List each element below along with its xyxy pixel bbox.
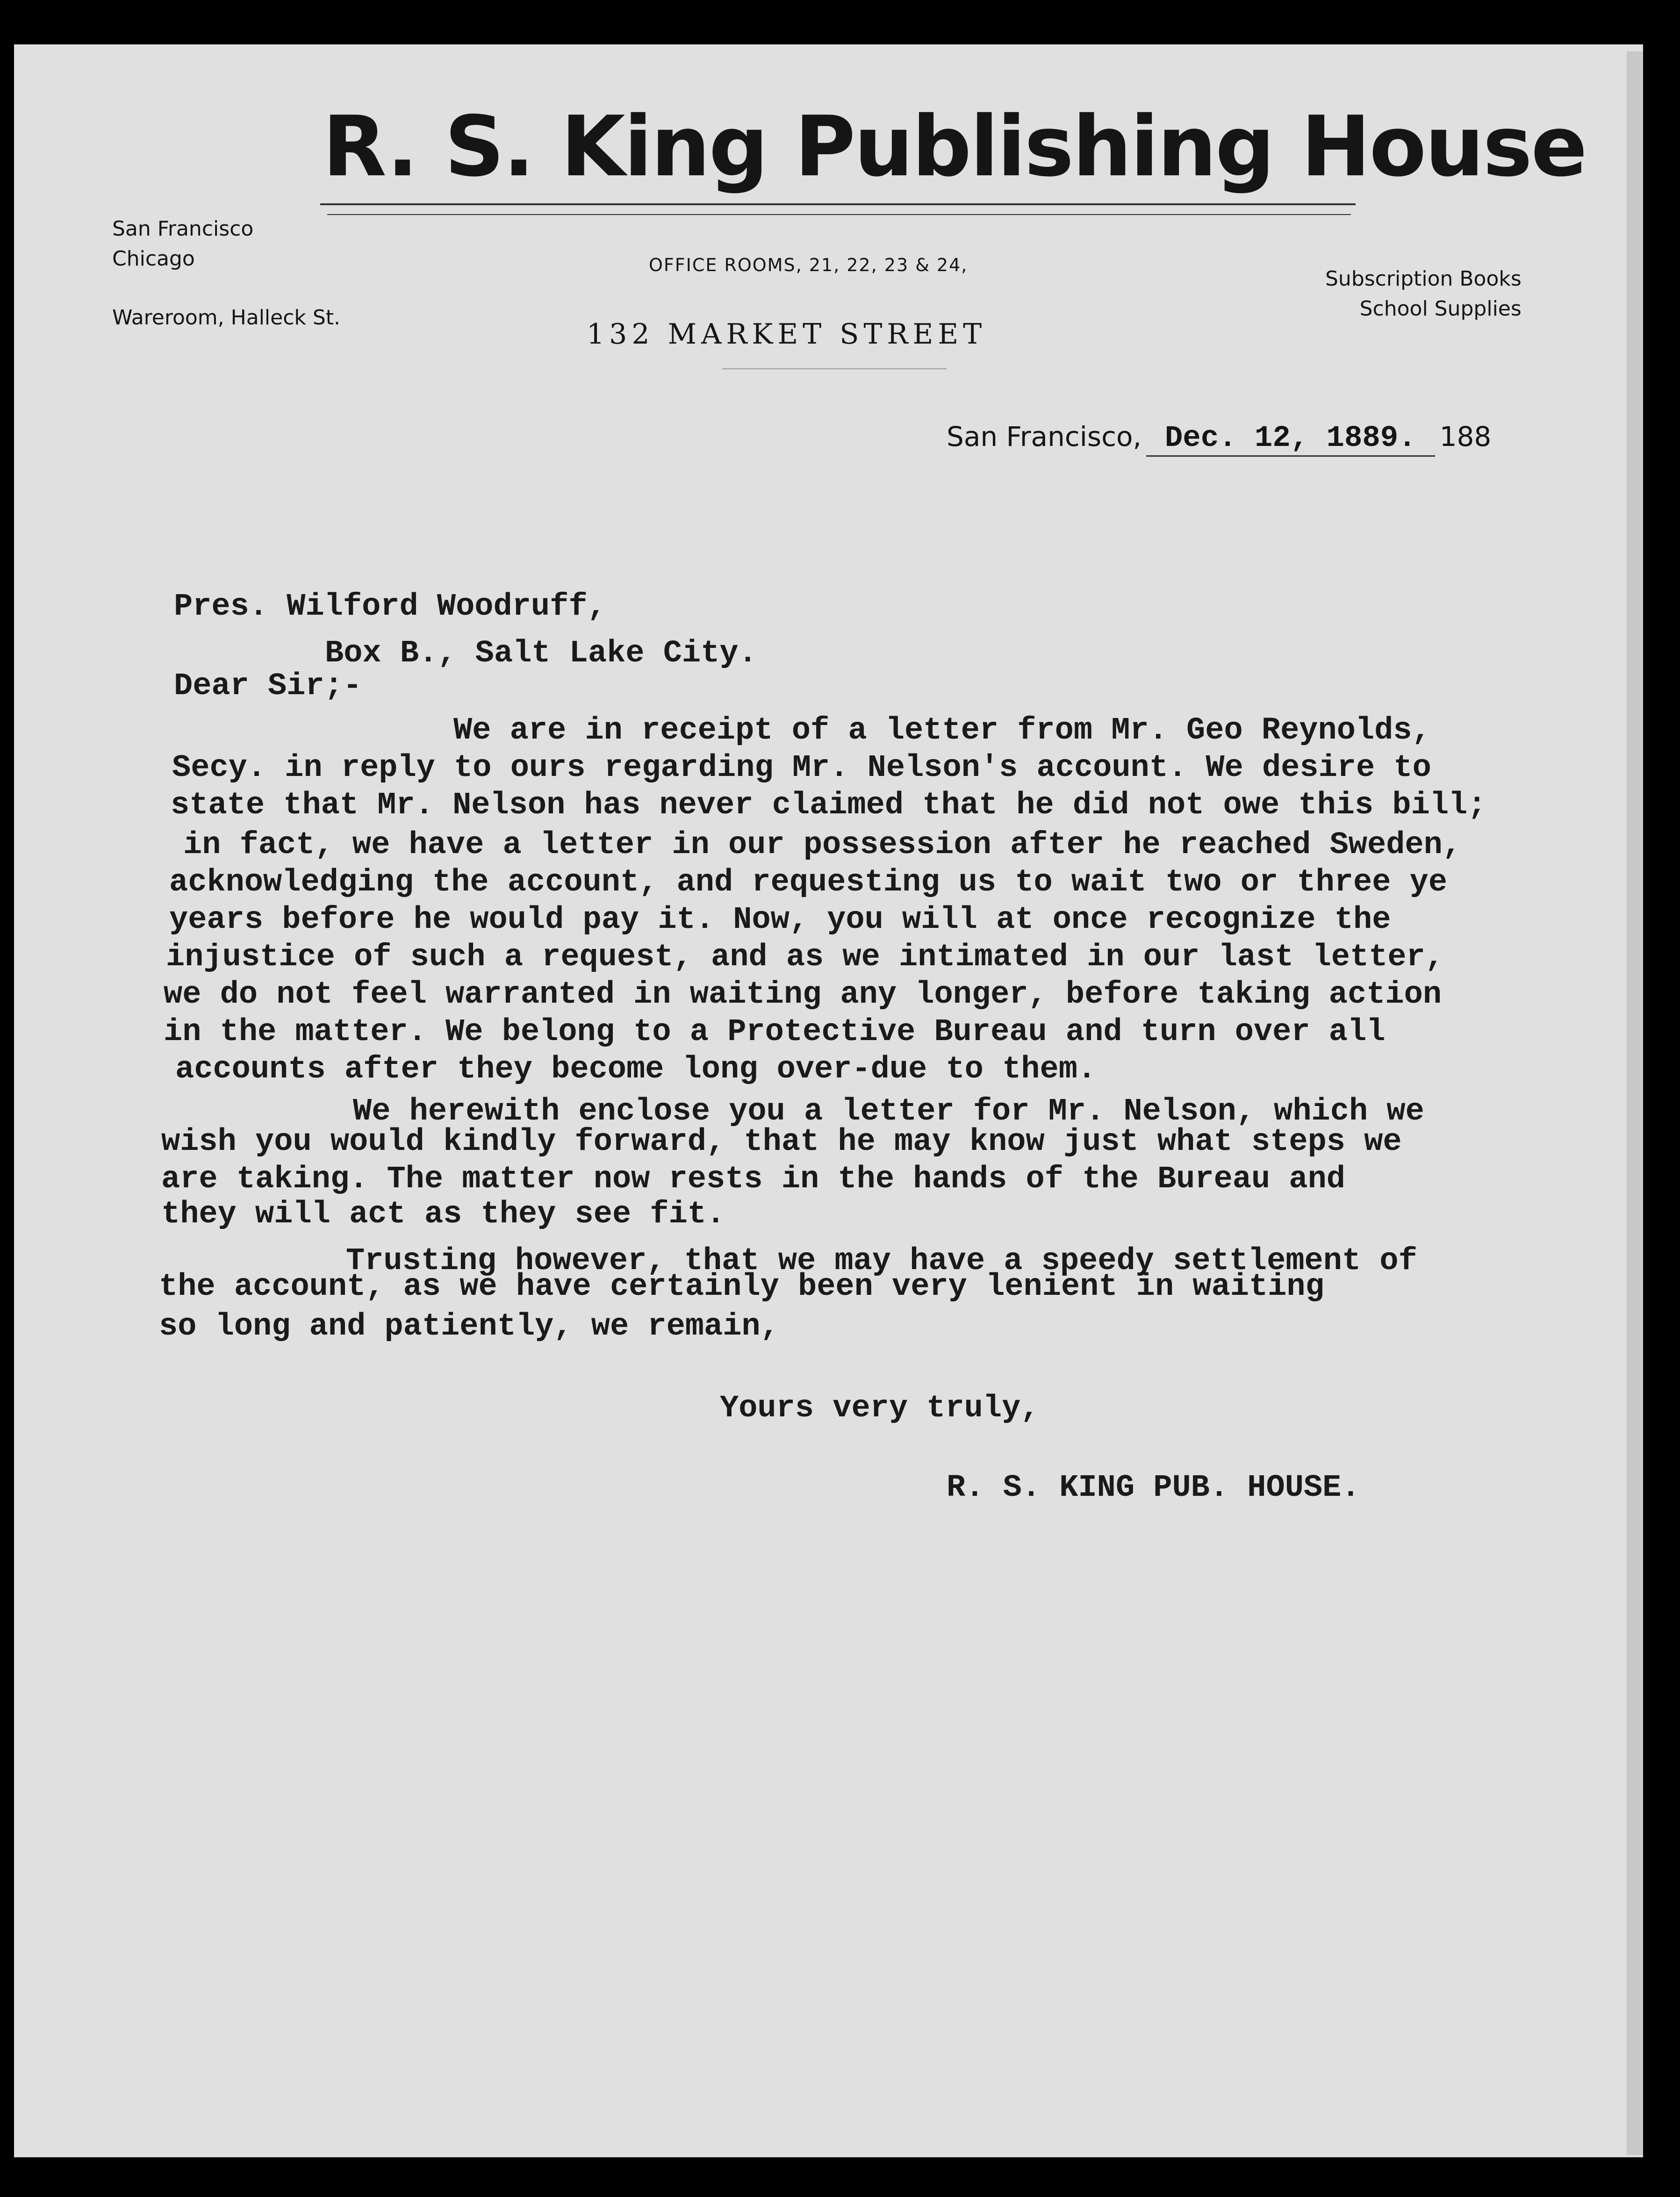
body-line: injustice of such a request, and as we intimated in our last letter,	[166, 940, 1444, 975]
body-line: we do not feel warranted in waiting any longer, before taking action	[164, 977, 1442, 1012]
closing: Yours very truly,	[720, 1391, 1040, 1426]
body-line: years before he would pay it. Now, you will at once recognize the	[169, 902, 1391, 938]
body-line: in fact, we have a letter in our possession after he reached Sweden,	[183, 827, 1462, 863]
signature: R. S. KING PUB. HOUSE.	[947, 1470, 1360, 1506]
office-rooms: OFFICE ROOMS, 21, 22, 23 & 24,	[649, 255, 968, 275]
dateline	[947, 421, 1491, 457]
recipient-address: Box B., Salt Lake City.	[325, 636, 757, 671]
services-list	[1325, 264, 1522, 324]
sheet-edge	[1627, 51, 1643, 2155]
street-rule	[722, 368, 947, 369]
body-line: are taking. The matter now rests in the hands of the Bureau and	[161, 1162, 1346, 1197]
body-line: acknowledging the account, and requesting us to wait two or three ye	[169, 865, 1448, 900]
street-address: 132 MARKET STREET	[587, 318, 987, 351]
body-line: so long and patiently, we remain,	[159, 1309, 779, 1344]
body-line: they will act as they see fit.	[161, 1197, 725, 1232]
body-line: Trusting however, that we may have a speedy settlement of	[346, 1243, 1417, 1279]
letterhead-rule	[320, 203, 1356, 205]
salutation: Dear Sir;-	[174, 668, 362, 704]
company-name: R. S. King Publishing House	[323, 98, 1586, 195]
office-locations	[112, 214, 253, 274]
wareroom-address: Wareroom, Halleck St.	[112, 306, 341, 330]
letter-date: Dec. 12, 1889.	[1146, 422, 1435, 457]
printed-year: 188	[1439, 421, 1492, 452]
body-line: state that Mr. Nelson has never claimed that he did not owe this bill;	[171, 788, 1486, 823]
body-line: We are in receipt of a letter from Mr. Geo Reynolds,	[453, 713, 1431, 748]
dateline-city: San Francisco,	[947, 421, 1142, 452]
office-chicago: Chicago	[112, 246, 195, 271]
body-line: wish you would kindly forward, that he may know just what steps we	[161, 1124, 1402, 1160]
body-line: in the matter. We belong to a Protective Bureau and turn over all	[164, 1014, 1386, 1050]
body-line: We herewith enclose you a letter for Mr. Nelson, which we	[353, 1094, 1424, 1129]
service-subscription-books: Subscription Books	[1325, 267, 1522, 291]
recipient-name: Pres. Wilford Woodruff,	[174, 589, 606, 625]
letterhead-rule-thin	[327, 214, 1351, 215]
body-line: the account, as we have certainly been very lenient in waiting	[159, 1269, 1324, 1305]
service-school-supplies: School Supplies	[1359, 296, 1522, 321]
office-san-francisco: San Francisco	[112, 217, 254, 241]
body-line: accounts after they become long over-due to them.	[175, 1052, 1097, 1087]
body-line: Secy. in reply to ours regarding Mr. Nelson's account. We desire to	[172, 750, 1431, 786]
